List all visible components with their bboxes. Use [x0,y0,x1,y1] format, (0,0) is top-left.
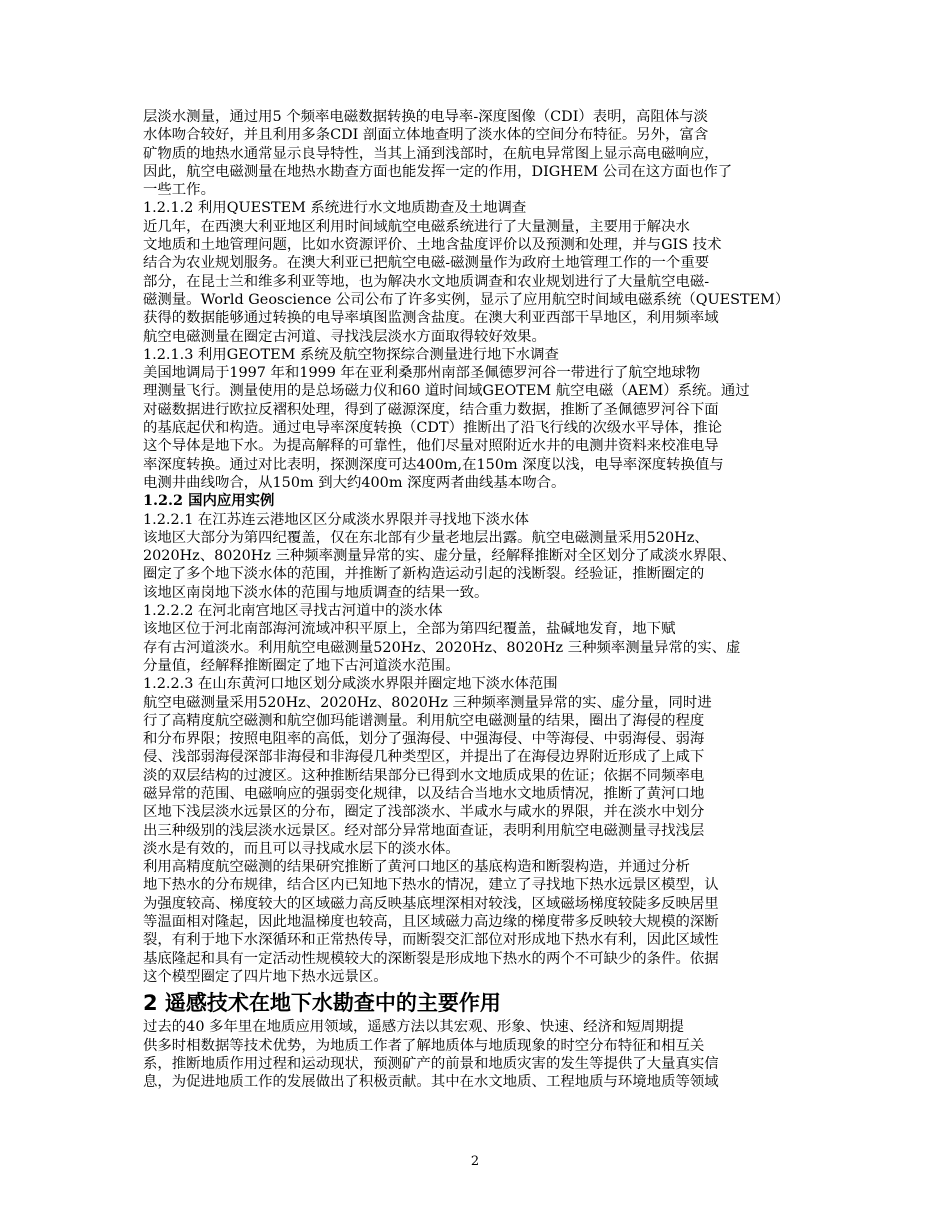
text-line: 系，推断地质作用过程和运动现状，预测矿产的前景和地质灾害的发生等提供了大量真实信 [143,1055,719,1072]
text-line: 因此，航空电磁测量在地热水勘查方面也能发挥一定的作用，DIGHEM 公司在这方面也作了 [143,163,733,180]
text-line: 层淡水测量，通过用5 个频率电磁数据转换的电导率-深度图像（CDI）表明，高阻体与淡 [143,109,708,125]
text-line: 美国地调局于1997 年和1999 年在亚利桑那州南部圣佩德罗河谷一带进行了航空地球物 [143,365,701,382]
text-block-a [143,108,807,492]
text-line: 1.2.2.1 在江苏连云港地区区分咸淡水界限并寻找地下淡水体 [143,511,529,528]
text-line: 1.2.1.3 利用GEOTEM 系统及航空物探综合测量进行地下水调查 [143,346,559,363]
text-line: 基底隆起和具有一定活动性规模较大的深断裂是形成地下热水的两个不可缺少的条件。依据 [143,950,719,967]
text-line: 磁异常的范围、电磁响应的强弱变化规律，以及结合当地水文地质情况，推断了黄河口地 [143,785,705,802]
text-line: 圈定了多个地下淡水体的范围，并推断了新构造运动引起的浅断裂。经验证，推断圈定的 [143,566,705,583]
text-line: 率深度转换。通过对比表明，探测深度可达400m,在150m 深度以浅，电导率深度转换值与 [143,456,724,473]
text-line: 分量值，经解释推断圈定了地下古河道淡水范围。 [143,657,460,674]
text-line: 1.2.2.2 在河北南宫地区寻找古河道中的淡水体 [143,603,443,620]
text-line: 一些工作。 [143,182,215,199]
text-line: 1.2.1.2 利用QUESTEM 系统进行水文地质勘查及土地调查 [143,200,527,217]
text-line: 息，为促进地质工作的发展做出了积极贡献。其中在水文地质、工程地质与环境地质等领域 [143,1074,719,1091]
text-line: 该地区南岗地下淡水体的范围与地质调查的结果一致。 [143,584,489,601]
text-line: 航空电磁测量在圈定古河道、寻找浅层淡水方面取得较好效果。 [143,328,546,345]
text-line: 过去的40 多年里在地质应用领域，遥感方法以其宏观、形象、快速、经济和短周期提 [143,1019,684,1036]
page-body [143,108,807,1091]
section-heading-1-2-2: 1.2.2 国内应用实例 [143,492,275,510]
text-line: 淡水是有效的，而且可以寻找咸水层下的淡水体。 [143,840,460,857]
text-line: 为强度较高、梯度较大的区域磁力高反映基底埋深相对较浅，区域磁场梯度较陡多反映居里 [143,895,719,912]
text-line: 部分，在昆士兰和维多利亚等地，也为解决水文地质调查和农业规划进行了大量航空电磁- [143,273,710,290]
text-block-c [143,1018,807,1091]
text-line: 区地下浅层淡水远景区的分布，圈定了浅部淡水、半咸水与咸水的界限，并在淡水中划分 [143,804,705,821]
page-number: 2 [470,1154,480,1169]
text-line: 这个导体是地下水。为提高解释的可靠性，他们尽量对照附近水井的电测井资料来校准电导 [143,438,719,455]
text-line: 侵、浅部弱海侵深部非海侵和非海侵几种类型区，并提出了在海侵边界附近形成了上咸下 [143,749,705,766]
text-line: 1.2.2.3 在山东黄河口地区划分咸淡水界限并圈定地下淡水体范围 [143,676,558,693]
text-line: 这个模型圈定了四片地下热水远景区。 [143,968,388,985]
text-line: 航空电磁测量采用520Hz、2020Hz、8020Hz 三种频率测量异常的实、虚分量，同时进 [143,694,712,711]
text-line: 2020Hz、8020Hz 三种频率测量异常的实、虚分量，经解释推断对全区划分了咸淡水界限、 [143,548,736,565]
text-line: 淡的双层结构的过渡区。这种推断结果部分已得到水文地质成果的佐证；依据不同频率电 [143,767,705,784]
text-line: 存有古河道淡水。利用航空电磁测量520Hz、2020Hz、8020Hz 三种频率测量异常的实、虚 [143,639,741,656]
text-line: 的基底起伏和构造。通过电导率深度转换（CDT）推断出了沿飞行线的次级水平导体，推论 [143,420,722,437]
text-line: 该地区大部分为第四纪覆盖，仅在东北部有少量老地层出露。航空电磁测量采用520Hz、 [143,529,709,546]
text-line: 对磁数据进行欧拉反褶积处理，得到了磁源深度，结合重力数据，推断了圣佩德罗河谷下面 [143,401,719,418]
text-line: 和分布界限；按照电阻率的高低，划分了强海侵、中强海侵、中等海侵、中弱海侵、弱海 [143,731,705,748]
text-line: 获得的数据能够通过转换的电导率填图监测含盐度。在澳大利亚西部干旱地区，利用频率域 [143,310,719,327]
text-line: 电测井曲线吻合，从150m 到大约400m 深度两者曲线基本吻合。 [143,474,566,491]
text-line: 等温面相对隆起，因此地温梯度也较高，且区域磁力高边缘的梯度带多反映较大规模的深断 [143,914,719,931]
text-line: 利用高精度航空磁测的结果研究推断了黄河口地区的基底构造和断裂构造，并通过分析 [143,859,690,876]
text-line: 文地质和土地管理问题，比如水资源评价、土地含盐度评价以及预测和处理，并与GIS 技术 [143,237,722,254]
text-line: 供多时相数据等技术优势，为地质工作者了解地质体与地质现象的时空分布特征和相互关 [143,1037,705,1054]
text-line: 地下热水的分布规律，结合区内已知地下热水的情况，建立了寻找地下热水远景区模型，认 [143,877,719,894]
section-heading-2: 2 遥感技术在地下水勘查中的主要作用 [143,991,501,1016]
text-line: 近几年，在西澳大利亚地区利用时间域航空电磁系统进行了大量测量，主要用于解决水 [143,218,690,235]
text-line: 结合为农业规划服务。在澳大利亚已把航空电磁-磁测量作为政府土地管理工作的一个重要 [143,255,710,272]
text-block-b [143,511,807,987]
text-line: 磁测量。World Geoscience 公司公布了许多实例，显示了应用航空时间域电磁系统（QUESTEM） [143,291,790,308]
text-line: 该地区位于河北南部海河流域冲积平原上，全部为第四纪覆盖，盐碱地发育，地下赋 [143,621,676,638]
text-line: 理测量飞行。测量使用的是总场磁力仪和60 道时间域GEOTEM 航空电磁（AEM）系统。通过 [143,383,750,400]
text-line: 矿物质的地热水通常显示良导特性，当其上涌到浅部时，在航电异常图上显示高电磁响应， [143,145,719,162]
text-line: 水体吻合较好，并且利用多条CDI 剖面立体地查明了淡水体的空间分布特征。另外，富含 [143,127,709,144]
text-line: 出三种级别的浅层淡水远景区。经对部分异常地面查证，表明利用航空电磁测量寻找浅层 [143,822,705,839]
text-line: 行了高精度航空磁测和航空伽玛能谱测量。利用航空电磁测量的结果，圈出了海侵的程度 [143,712,705,729]
text-line: 裂，有利于地下水深循环和正常热传导，而断裂交汇部位对形成地下热水有利，因此区域性 [143,932,719,949]
